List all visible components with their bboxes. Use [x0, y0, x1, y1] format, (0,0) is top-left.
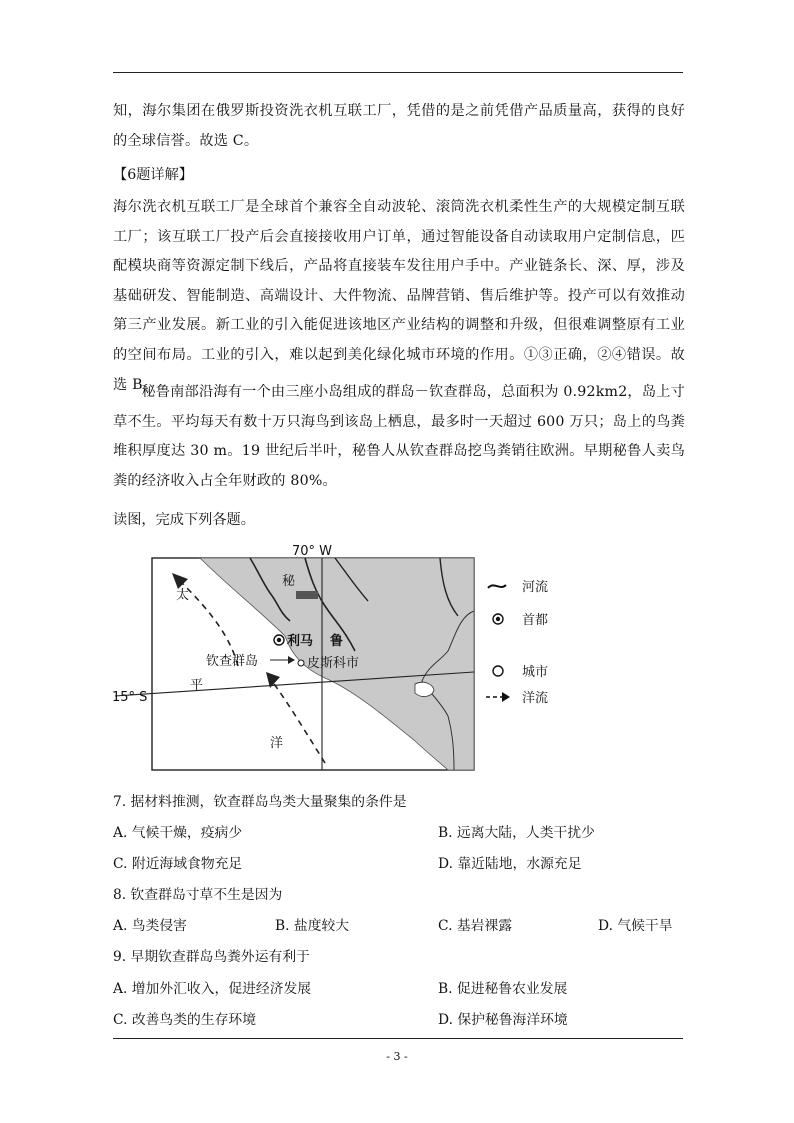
country-label-top: 秘	[282, 574, 296, 589]
question-7-option-a: A. 气候干燥，疫病少	[113, 825, 243, 841]
country-label-box	[296, 591, 318, 599]
question-9-stem: 9. 早期钦查群岛鸟粪外运有利于	[113, 949, 310, 965]
paragraph-answer-6: 海尔洗衣机互联工厂是全球首个兼容全自动波轮、滚筒洗衣机柔性生产的大规模定制互联工厂；该互联工厂投产后会直接接收用户订单，通过智能设备自动读取用户定制信息，匹配模块商等资源定制下线后，产品将直接装车发往用户手中。产业链条长、深、厚，涉及基础研发、智能制造、高端设计、大件物流、品牌营销、售后维护等。投产可以有效推动第三产业发展。新工业的引入能促进该地区产业结构的调整和升级，但很难调整原有工业的空间布局。工业的引入，难以起到美化绿化城市环境的作用。①③正确，②④错误。故选 B。	[113, 199, 685, 393]
question-8-stem: 8. 钦查群岛寸草不生是因为	[113, 887, 283, 903]
city-icon-pisco	[298, 660, 304, 666]
question-7-option-b: B. 远离大陆，人类干扰少	[438, 825, 595, 841]
question-8-option-c: C. 基岩裸露	[438, 918, 513, 934]
question-8-option-b: B. 盐度较大	[275, 918, 350, 934]
legend-label-river: 河流	[522, 580, 549, 595]
lat-label: 15° S	[112, 690, 148, 705]
legend-label-capital: 首都	[522, 613, 549, 628]
footer-rule	[113, 1038, 683, 1039]
islands-label: 钦查群岛	[206, 654, 259, 669]
question-8-option-d: D. 气候干旱	[598, 918, 673, 934]
chincha-islands-map	[110, 541, 580, 777]
paragraph-answer-5-end: 知，海尔集团在俄罗斯投资洗衣机互联工厂，凭借的是之前凭借产品质量高，获得的良好的全球信誉。故选 C。	[113, 103, 685, 149]
ocean-label-2: 平	[190, 678, 204, 693]
paragraph-material: 秘鲁南部沿海有一个由三座小岛组成的群岛－钦查群岛，总面积为 0.92km2，岛上寸草不生。平均每天有数十万只海鸟到该岛上栖息，最多时一天超过 600 万只；岛上的鸟粪堆积厚度达 30 m。19 世纪后半叶，秘鲁人从钦查群岛挖鸟粪销往欧洲。早期秘鲁人卖鸟粪的经济收入占全年财政的 80%。	[113, 384, 685, 489]
question-9-option-b: B. 促进秘鲁农业发展	[438, 981, 568, 997]
question-7-stem: 7. 据材料推测，钦查群岛鸟类大量聚集的条件是	[113, 794, 407, 810]
ocean-label-1: 太	[176, 588, 190, 603]
ocean-label-3: 洋	[270, 736, 284, 751]
heading-question-6: 【6题详解】	[113, 167, 193, 183]
question-9-option-d: D. 保护秘鲁海洋环境	[438, 1012, 568, 1028]
capital-label: 利马	[287, 634, 314, 649]
legend-label-city: 城市	[522, 665, 549, 680]
city-label: 皮斯科市	[307, 656, 360, 671]
question-7-option-c: C. 附近海域食物充足	[113, 856, 243, 872]
question-7-option-d: D. 靠近陆地，水源充足	[438, 856, 582, 872]
page-number: - 3 -	[386, 1050, 408, 1063]
city-icon	[493, 666, 503, 676]
question-8-option-a: A. 鸟类侵害	[113, 918, 187, 934]
question-9-option-c: C. 改善鸟类的生存环境	[113, 1012, 257, 1028]
river-icon	[488, 585, 506, 588]
instruction-read-map: 读图，完成下列各题。	[113, 512, 255, 528]
header-rule	[113, 72, 683, 73]
map-legend	[486, 579, 548, 706]
lon-label: 70° W	[292, 544, 333, 559]
legend-label-current: 洋流	[522, 691, 549, 706]
question-9-option-a: A. 增加外汇收入，促进经济发展	[113, 981, 312, 997]
country-label: 鲁	[330, 634, 344, 649]
